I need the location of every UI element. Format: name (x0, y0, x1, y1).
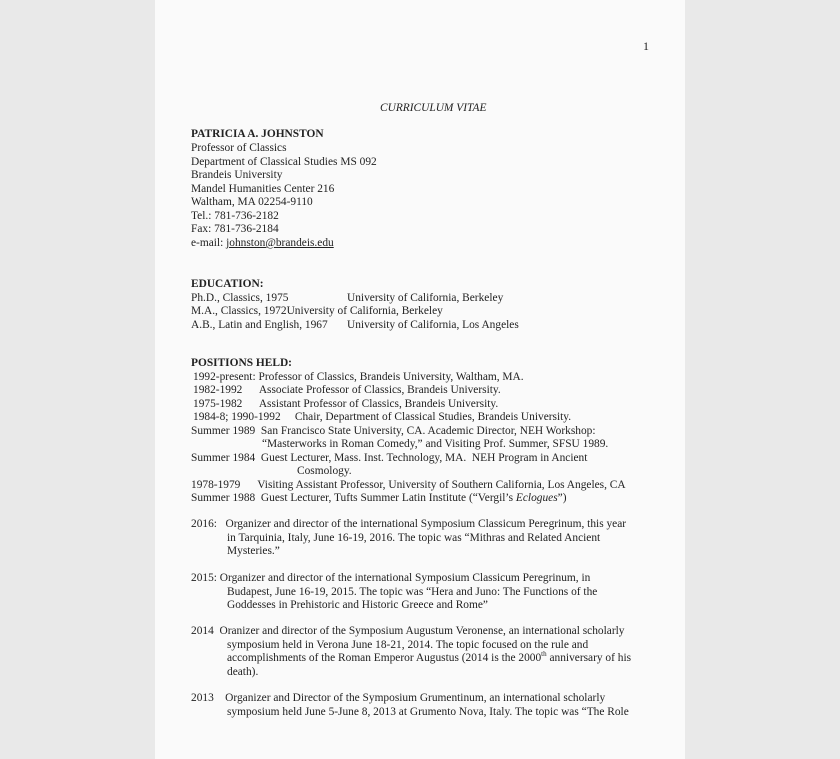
education-row (191, 305, 443, 319)
position-line: 1992-present: Professor of Classics, Brandeis University, Waltham, MA. (193, 371, 524, 383)
education-degree: Ph.D., Classics, 1975 (191, 292, 289, 304)
symposium-text: anniversary of his (546, 652, 632, 664)
position-line (191, 492, 567, 506)
contact-line: Mandel Humanities Center 216 (191, 183, 335, 195)
symposium-line: death). (227, 666, 259, 678)
symposium-line: Budapest, June 16-19, 2015. The topic was “Hera and Juno: The Functions of the (227, 586, 598, 598)
symposium-line: Goddesses in Prehistoric and Historic Greece and Rome” (227, 599, 488, 611)
symposium-line: in Tarquinia, Italy, June 16-19, 2016. The topic was “Mithras and Related Ancient (227, 532, 601, 544)
symposium-line: 2013 Organizer and Director of the Symposium Grumentinum, an international scholarly (191, 692, 606, 704)
contact-line: Department of Classical Studies MS 092 (191, 156, 377, 168)
position-line: 1984-8; 1990-1992 Chair, Department of Classical Studies, Brandeis University. (193, 411, 572, 423)
symposium-line: 2014 Oranizer and director of the Symposium Augustum Veronense, an international scholarly (191, 625, 625, 637)
email-link[interactable]: johnston@brandeis.edu (226, 237, 334, 249)
contact-line: Waltham, MA 02254-9110 (191, 196, 313, 208)
document-title: CURRICULUM VITAE (380, 102, 487, 114)
person-name: PATRICIA A. JOHNSTON (191, 128, 324, 140)
symposium-line: symposium held June 5-June 8, 2013 at Grumento Nova, Italy. The topic was “The Role (227, 706, 629, 718)
position-line: 1982-1992 Associate Professor of Classics, Brandeis University. (193, 384, 501, 396)
symposium-text: accomplishments of the Roman Emperor Augustus (2014 is the 2000 (227, 652, 542, 664)
eclogues-title: Eclogues (515, 492, 558, 504)
contact-line: Fax: 781-736-2184 (191, 223, 279, 235)
contact-line: Professor of Classics (191, 142, 287, 154)
position-line: 1978-1979 Visiting Assistant Professor, University of Southern California, Los Angeles, CA (191, 479, 626, 491)
position-line: Summer 1984 Guest Lecturer, Mass. Inst. Technology, MA. NEH Program in Ancient (191, 452, 588, 464)
position-close: ”) (557, 492, 567, 504)
email-label: e-mail: (191, 237, 227, 249)
position-line: Summer 1989 San Francisco State University, CA. Academic Director, NEH Workshop: (191, 425, 596, 437)
symposium-line: symposium held in Verona June 18-21, 2014. The topic focused on the rule and (227, 639, 589, 651)
symposium-line: 2016: Organizer and director of the international Symposium Classicum Peregrinum, this year (191, 518, 627, 530)
position-line-cont: Cosmology. (297, 465, 352, 477)
page-number: 1 (643, 39, 649, 53)
position-line: 1975-1982 Assistant Professor of Classics, Brandeis University. (193, 398, 499, 410)
symposium-line: Mysteries.” (227, 545, 280, 557)
symposium-line (227, 652, 631, 666)
education-school: University of California, Berkeley (347, 292, 504, 304)
position-text: Summer 1988 Guest Lecturer, Tufts Summer Latin Institute (“Vergil’s (191, 492, 516, 504)
contact-line: Tel.: 781-736-2182 (191, 210, 279, 222)
education-school: University of California, Los Angeles (347, 319, 519, 331)
symposium-line: 2015: Organizer and director of the international Symposium Classicum Peregrinum, in (191, 572, 591, 584)
contact-line: Brandeis University (191, 169, 283, 181)
education-degree: M.A., Classics, 1972 (191, 305, 287, 317)
education-school: University of California, Berkeley (286, 305, 443, 317)
position-line-cont: “Masterworks in Roman Comedy,” and Visiting Prof. Summer, SFSU 1989. (262, 438, 609, 450)
positions-heading: POSITIONS HELD: (191, 357, 292, 369)
email-line (191, 237, 334, 251)
education-degree: A.B., Latin and English, 1967 (191, 319, 328, 331)
ordinal-suffix: th (541, 650, 547, 659)
education-heading: EDUCATION: (191, 278, 264, 290)
